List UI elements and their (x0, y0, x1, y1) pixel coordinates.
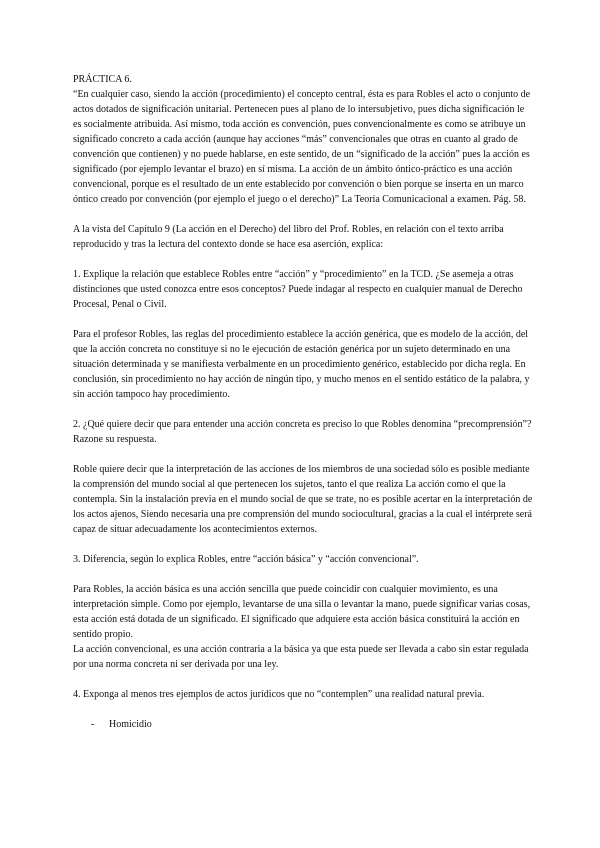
question-4: 4. Exponga al menos tres ejemplos de actos jurídicos que no “contemplen” una realidad natural previa. (73, 689, 485, 700)
quoted-passage: “En cualquier caso, siendo la acción (procedimiento) el concepto central, ésta es para Robles el acto o conjunto de actos dotados de significación unitarial. Pertenecen pues al plano de lo intersubjetivo, pues dicha significación le es socialmente atribuida. Así mismo, toda acción es convención, pues convencionalmente es como se atribuye un significado concreto a cada acción (aunque hay acciones “más” convencionales que otras en cuanto al grado de convención que contienen) y no puede hablarse, en este sentido, de un “significado de la acción” pues la acción es significado (por ejemplo levantar el brazo) en sí misma. La acción de un ámbito óntico-práctico es una acción convencional, porque es el resultado de un ente establecido por convención o bien porque se inserta en un marco óntico creado por convención (por ejemplo el juego o el derecho)” La Teoría Comunicacional a examen. Pág. 58. (73, 89, 531, 205)
list-marker: - (91, 719, 95, 730)
answer-3-basic-action: Para Robles, la acción básica es una acción sencilla que puede coincidir con cualquier movimiento, es una interpretación simple. Como por ejemplo, levantarse de una silla o levantar la mano, puede significar varias cosas, esta acción está dotada de un significado. El significado que adquiere esta acción básica constituirá la acción en sentido propio. (73, 584, 531, 640)
answer-3-conventional-action: La acción convencional, es una acción contraria a la básica ya que esta puede ser llevada a cabo sin estar regulada por una norma concreta ni ser derivada por una ley. (73, 644, 529, 670)
answer-2: Roble quiere decir que la interpretación de las acciones de los miembros de una sociedad sólo es posible mediante la comprensión del mundo social al que pertenecen los sujetos, tanto el que realiza La acción como el que la contempla. Sin la instalación previa en el mundo social de que se trate, no es posible acertar en la interpretación de los actos ajenos, Siendo necesaria una pre comprensión del mundo sociocultural, gracias a la cual el intérprete será capaz de situar adecuadamente los acontecimientos externos. (73, 464, 533, 535)
intro-paragraph: A la vista del Capítulo 9 (La acción en el Derecho) del libro del Prof. Robles, en relación con el texto arriba reproducido y tras la lectura del contexto donde se hace esa aserción, explica: (73, 224, 504, 250)
examples-list (73, 717, 533, 732)
question-1: 1. Explique la relación que establece Robles entre “acción” y “procedimiento” en la TCD. ¿Se asemeja a otras distinciones que usted conozca entre esos conceptos? Puede indagar al respecto en cualquier manual de Derecho Procesal, Penal o Civil. (73, 269, 523, 310)
question-2: 2. ¿Qué quiere decir que para entender una acción concreta es preciso lo que Robles denomina “precomprensión”? Razone su respuesta. (73, 419, 532, 445)
practice-title: PRÁCTICA 6. (73, 74, 132, 85)
list-item-text: Homicidio (109, 719, 152, 730)
question-3: 3. Diferencia, según lo explica Robles, entre “acción básica” y “acción convencional”. (73, 554, 419, 565)
list-item (73, 717, 533, 732)
answer-1: Para el profesor Robles, las reglas del procedimiento establece la acción genérica, que es modelo de la acción, del que la acción concreta no constituye si no le ejecución de estación genérica por un sujeto determinado en una situación determinada y se manifiesta verbalmente en un procedimiento genérico, establecido por dicha regla. En conclusión, sin procedimiento no hay acción de ningún tipo, y mucho menos en el sentido estático de la palabra, y sin acción tampoco hay procedimiento. (73, 329, 530, 400)
document-body (73, 72, 533, 732)
